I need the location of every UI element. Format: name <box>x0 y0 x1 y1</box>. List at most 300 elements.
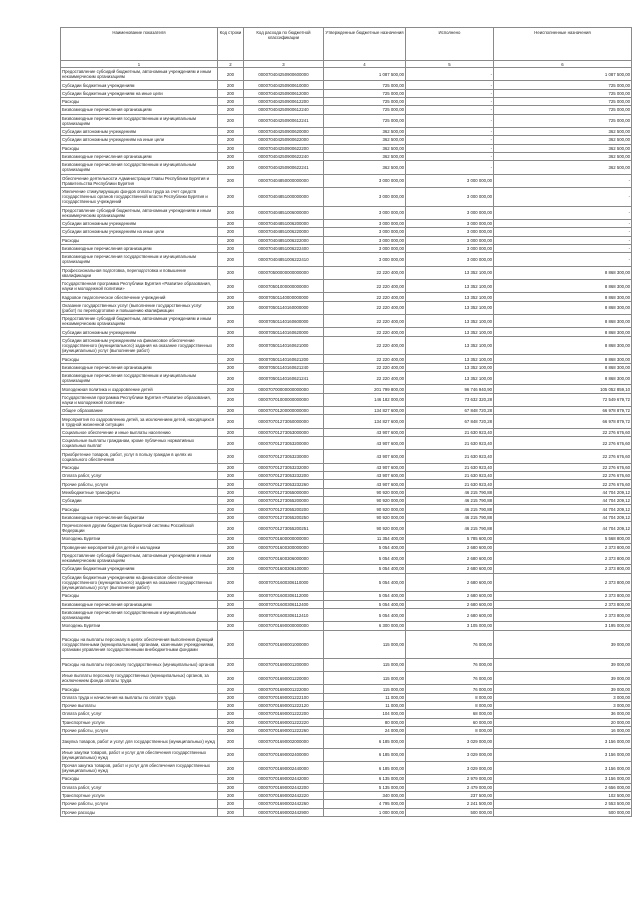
table-row <box>61 761 632 774</box>
cell-executed: - <box>406 81 494 89</box>
cell-line-code: 200 <box>218 808 244 816</box>
table-row <box>61 535 632 543</box>
table-row <box>61 630 632 658</box>
cell-budget-code: 000070701690001220000 <box>244 671 324 684</box>
cell-unexecuted: 39 000,00 <box>494 630 632 658</box>
cell-executed: 2 680 600,00 <box>406 608 494 621</box>
cell-line-code: 200 <box>218 480 244 488</box>
cell-executed: 2 680 600,00 <box>406 543 494 551</box>
table-row <box>61 800 632 808</box>
cell-name: Расходы на выплаты персоналу в целях обеспечения выполнения функций государственными (муниципальными) органами, казенными учреждениями, органами управления государственными внебюджетными фондами <box>61 630 218 658</box>
cell-unexecuted: 22 276 676,60 <box>494 472 632 480</box>
cell-executed: 2 680 600,00 <box>406 551 494 564</box>
cell-unexecuted: 725 000,00 <box>494 81 632 89</box>
cell-approved: 43 907 600,00 <box>324 437 406 450</box>
cell-line-code: 200 <box>218 800 244 808</box>
cell-budget-code: 000070501140160620000 <box>244 328 324 336</box>
cell-budget-code: 000070501140160621240 <box>244 363 324 371</box>
cell-line-code: 200 <box>218 472 244 480</box>
cell-budget-code: 000070701273050000000 <box>244 415 324 428</box>
cell-budget-code: 000070701690001222200 <box>244 710 324 718</box>
table-row <box>61 565 632 573</box>
cell-name: Предоставление субсидий бюджетным, автономным учреждениям и иным некоммерческим организациям <box>61 551 218 564</box>
cell-unexecuted: 22 276 676,60 <box>494 463 632 471</box>
cell-budget-code: 000070701600306110000 <box>244 573 324 592</box>
cell-line-code: 200 <box>218 710 244 718</box>
table-row <box>61 68 632 81</box>
cell-unexecuted: - <box>494 228 632 236</box>
cell-budget-code: 000070701273055000000 <box>244 488 324 496</box>
cell-line-code: 200 <box>218 428 244 436</box>
cell-budget-code: 000070404851006200000 <box>244 220 324 228</box>
cell-line-code: 200 <box>218 236 244 244</box>
cell-name: Безвозмездные перечисления организациям <box>61 152 218 160</box>
table-row <box>61 551 632 564</box>
cell-line-code: 200 <box>218 315 244 328</box>
cell-line-code: 200 <box>218 106 244 114</box>
cell-unexecuted: 3 156 000,00 <box>494 735 632 748</box>
cell-executed: 8 000,00 <box>406 693 494 701</box>
cell-name: Расходы <box>61 775 218 783</box>
cell-approved: 134 827 600,00 <box>324 407 406 415</box>
cell-line-code: 200 <box>218 355 244 363</box>
cell-unexecuted: 3 000,00 <box>494 701 632 709</box>
cell-budget-code: 000070701690002442220 <box>244 791 324 799</box>
table-row <box>61 415 632 428</box>
cell-approved: 22 220 400,00 <box>324 266 406 279</box>
cell-unexecuted: - <box>494 244 632 252</box>
cell-executed: - <box>406 114 494 127</box>
cell-name: Иные выплаты персоналу государственных (муниципальных) органов, за исключением фонда оплаты труда <box>61 671 218 684</box>
cell-approved: 3 000 000,00 <box>324 228 406 236</box>
cell-approved: 362 500,00 <box>324 136 406 144</box>
cell-name: Профессиональная подготовка, переподготовка и повышение квалификации <box>61 266 218 279</box>
cell-name: Оплата работ, услуг <box>61 783 218 791</box>
cell-unexecuted: - <box>494 253 632 266</box>
column-header-approved: Утвержденные бюджетные назначения <box>324 28 406 61</box>
cell-line-code: 200 <box>218 718 244 726</box>
cell-name: Мероприятия по оздоровлению детей, за исключением детей, находящихся в трудной жизненной ситуации <box>61 415 218 428</box>
cell-executed: - <box>406 68 494 81</box>
cell-unexecuted: 362 500,00 <box>494 152 632 160</box>
cell-budget-code: 000070404851006222400 <box>244 244 324 252</box>
cell-budget-code: 000070404250900612240 <box>244 106 324 114</box>
cell-executed: - <box>406 106 494 114</box>
cell-approved: 22 220 400,00 <box>324 301 406 314</box>
cell-approved: 22 220 400,00 <box>324 372 406 385</box>
cell-budget-code: 000070701273053232200 <box>244 472 324 480</box>
cell-budget-code: 000070701273055200250 <box>244 513 324 521</box>
cell-budget-code: 000070404851006222410 <box>244 253 324 266</box>
column-header-line-code: Код строки <box>218 28 244 61</box>
table-row <box>61 701 632 709</box>
cell-unexecuted: 3 156 000,00 <box>494 775 632 783</box>
table-row <box>61 428 632 436</box>
cell-budget-code: 000070701690001222120 <box>244 701 324 709</box>
cell-line-code: 200 <box>218 144 244 152</box>
cell-unexecuted: 725 000,00 <box>494 97 632 105</box>
cell-unexecuted: 8 868 300,00 <box>494 266 632 279</box>
cell-approved: 90 920 000,00 <box>324 497 406 505</box>
table-row <box>61 293 632 301</box>
cell-name: Безвозмездные перечисления государственным и муниципальным организациям <box>61 253 218 266</box>
cell-name: Предоставление субсидий бюджетным, автономным учреждениям и иным некоммерческим организациям <box>61 315 218 328</box>
cell-budget-code: 000070701273055200200 <box>244 505 324 513</box>
expenses-table <box>60 27 632 817</box>
cell-name: Безвозмездные перечисления государственным и муниципальным организациям <box>61 372 218 385</box>
cell-unexecuted: 362 500,00 <box>494 136 632 144</box>
table-row <box>61 783 632 791</box>
cell-approved: 22 220 400,00 <box>324 328 406 336</box>
cell-unexecuted: 66 978 879,72 <box>494 407 632 415</box>
cell-unexecuted: 8 868 300,00 <box>494 293 632 301</box>
cell-name: Прочие работы, услуги <box>61 726 218 734</box>
table-row <box>61 592 632 600</box>
cell-approved: 134 827 600,00 <box>324 415 406 428</box>
cell-budget-code: 000070404851006000000 <box>244 206 324 219</box>
cell-unexecuted: 16 000,00 <box>494 726 632 734</box>
table-row <box>61 236 632 244</box>
cell-budget-code: 000070404851006222000 <box>244 236 324 244</box>
cell-executed: 2 680 600,00 <box>406 592 494 600</box>
column-number: 3 <box>244 61 324 68</box>
cell-unexecuted: 3 195 000,00 <box>494 622 632 630</box>
cell-budget-code: 000070701690002442200 <box>244 783 324 791</box>
cell-budget-code: 000070701600306112400 <box>244 600 324 608</box>
column-header-unexecuted: Неисполненные назначения <box>494 28 632 61</box>
cell-budget-code: 000070501140160621200 <box>244 355 324 363</box>
cell-unexecuted: 2 373 800,00 <box>494 551 632 564</box>
cell-approved: 725 000,00 <box>324 89 406 97</box>
cell-line-code: 200 <box>218 187 244 206</box>
column-header-executed: Исполнено <box>406 28 494 61</box>
cell-line-code: 200 <box>218 622 244 630</box>
cell-approved: 3 000 000,00 <box>324 220 406 228</box>
cell-unexecuted: 8 868 300,00 <box>494 315 632 328</box>
cell-budget-code: 000070701600306112410 <box>244 608 324 621</box>
cell-unexecuted: - <box>494 174 632 187</box>
table-row <box>61 266 632 279</box>
cell-line-code: 200 <box>218 407 244 415</box>
column-header-budget-code: Код расхода по бюджетной классификации <box>244 28 324 61</box>
cell-unexecuted: 725 000,00 <box>494 114 632 127</box>
cell-name: Расходы <box>61 144 218 152</box>
cell-approved: 3 000 000,00 <box>324 253 406 266</box>
cell-executed: - <box>406 144 494 152</box>
cell-executed: 237 500,00 <box>406 791 494 799</box>
cell-approved: 5 054 400,00 <box>324 565 406 573</box>
cell-budget-code: 000070701690001222100 <box>244 693 324 701</box>
cell-executed: 8 000,00 <box>406 701 494 709</box>
cell-name: Транспортные услуги <box>61 718 218 726</box>
cell-name: Социальное обеспечение и иные выплаты населению <box>61 428 218 436</box>
table-row <box>61 106 632 114</box>
table-row <box>61 355 632 363</box>
cell-executed: 21 630 923,40 <box>406 428 494 436</box>
cell-unexecuted: 2 373 800,00 <box>494 600 632 608</box>
cell-executed: 8 000,00 <box>406 726 494 734</box>
cell-budget-code: 000070404250900622241 <box>244 161 324 174</box>
cell-executed: 3 000 000,00 <box>406 228 494 236</box>
table-row <box>61 301 632 314</box>
cell-budget-code: 000070701600306112000 <box>244 592 324 600</box>
cell-name: Транспортные услуги <box>61 791 218 799</box>
table-row <box>61 228 632 236</box>
cell-line-code: 200 <box>218 791 244 799</box>
cell-budget-code: 000070701690002442260 <box>244 800 324 808</box>
cell-approved: 43 907 600,00 <box>324 480 406 488</box>
cell-executed: 76 000,00 <box>406 671 494 684</box>
cell-budget-code: 000070501140160621241 <box>244 372 324 385</box>
cell-executed: 96 746 940,90 <box>406 385 494 393</box>
cell-executed: 67 848 720,28 <box>406 407 494 415</box>
cell-name: Субсидии автономным учреждениям <box>61 328 218 336</box>
cell-budget-code: 000070404250900612000 <box>244 89 324 97</box>
cell-approved: 6 135 000,00 <box>324 775 406 783</box>
cell-unexecuted: 36 000,00 <box>494 710 632 718</box>
cell-name: Субсидии бюджетным учреждениям на финансовое обеспечение государственного (муниципального) задания на оказание государственных (муниципальных) услуг (выполнение работ) <box>61 573 218 592</box>
cell-unexecuted: 725 000,00 <box>494 89 632 97</box>
cell-name: Оплата работ, услуг <box>61 472 218 480</box>
cell-budget-code: 000070701690000000000 <box>244 622 324 630</box>
cell-line-code: 200 <box>218 608 244 621</box>
cell-line-code: 200 <box>218 372 244 385</box>
cell-executed: 3 000 000,00 <box>406 206 494 219</box>
cell-name: Обеспечение деятельности Администрации Главы Республики Бурятия и Правительства Республики Бурятия <box>61 174 218 187</box>
cell-approved: 5 054 400,00 <box>324 592 406 600</box>
cell-executed: 3 000 000,00 <box>406 253 494 266</box>
cell-name: Прочие расходы <box>61 808 218 816</box>
cell-line-code: 200 <box>218 81 244 89</box>
cell-line-code: 200 <box>218 573 244 592</box>
cell-name: Субсидии автономным учреждениям <box>61 127 218 135</box>
table-row <box>61 685 632 693</box>
cell-executed: 46 215 790,88 <box>406 497 494 505</box>
cell-budget-code: 000070701690001222220 <box>244 718 324 726</box>
table-row <box>61 220 632 228</box>
cell-executed: 13 352 100,00 <box>406 279 494 292</box>
table-row <box>61 735 632 748</box>
cell-unexecuted: 39 000,00 <box>494 658 632 671</box>
cell-executed: 13 352 100,00 <box>406 372 494 385</box>
cell-executed: 3 029 000,00 <box>406 748 494 761</box>
table-row <box>61 97 632 105</box>
cell-line-code: 200 <box>218 565 244 573</box>
cell-executed: 68 000,00 <box>406 710 494 718</box>
cell-unexecuted: 105 052 859,10 <box>494 385 632 393</box>
cell-name: Государственная программа Республики Бурятия «Развитие образования, науки и молодежной политики» <box>61 393 218 406</box>
cell-name: Субсидии автономным учреждениям на иные цели <box>61 136 218 144</box>
cell-executed: 2 680 600,00 <box>406 565 494 573</box>
cell-line-code: 200 <box>218 535 244 543</box>
table-row <box>61 600 632 608</box>
cell-line-code: 200 <box>218 437 244 450</box>
cell-line-code: 200 <box>218 488 244 496</box>
cell-unexecuted: 8 868 300,00 <box>494 355 632 363</box>
cell-approved: 3 000 000,00 <box>324 236 406 244</box>
cell-approved: 362 500,00 <box>324 161 406 174</box>
cell-executed: 13 352 100,00 <box>406 355 494 363</box>
cell-line-code: 200 <box>218 671 244 684</box>
cell-budget-code: 000070404250900622240 <box>244 152 324 160</box>
cell-executed: 76 000,00 <box>406 658 494 671</box>
cell-budget-code: 000070701273055200251 <box>244 521 324 534</box>
table-row <box>61 472 632 480</box>
cell-budget-code: 000070404250900612241 <box>244 114 324 127</box>
cell-name: Оказание государственных услуг (выполнение государственных услуг (работ) по переподготовке и повышению квалификации <box>61 301 218 314</box>
cell-approved: 43 907 600,00 <box>324 428 406 436</box>
cell-name: Оплата работ, услуг <box>61 710 218 718</box>
cell-name: Расходы <box>61 463 218 471</box>
cell-name: Приобретение товаров, работ, услуг в пользу граждан в целях их социального обеспечения <box>61 450 218 463</box>
table-row <box>61 328 632 336</box>
table-row <box>61 718 632 726</box>
table-row <box>61 450 632 463</box>
cell-line-code: 200 <box>218 253 244 266</box>
cell-approved: 4 795 000,00 <box>324 800 406 808</box>
cell-line-code: 200 <box>218 497 244 505</box>
cell-line-code: 200 <box>218 693 244 701</box>
table-row <box>61 127 632 135</box>
cell-name: Общее образование <box>61 407 218 415</box>
cell-executed: 76 000,00 <box>406 685 494 693</box>
cell-budget-code: 000070501140160600000 <box>244 315 324 328</box>
cell-line-code: 200 <box>218 97 244 105</box>
table-row <box>61 161 632 174</box>
table-row <box>61 407 632 415</box>
cell-approved: 43 907 600,00 <box>324 463 406 471</box>
cell-executed: 13 352 100,00 <box>406 266 494 279</box>
cell-unexecuted: 3 156 000,00 <box>494 748 632 761</box>
cell-executed: 60 000,00 <box>406 718 494 726</box>
cell-executed: 3 000 000,00 <box>406 220 494 228</box>
cell-executed: 21 630 923,40 <box>406 437 494 450</box>
cell-unexecuted: 66 978 879,72 <box>494 415 632 428</box>
cell-budget-code: 000070404851000000000 <box>244 187 324 206</box>
cell-unexecuted: 3 156 000,00 <box>494 761 632 774</box>
cell-name: Перечисления другим бюджетам бюджетной системы Российской Федерации <box>61 521 218 534</box>
table-row <box>61 808 632 816</box>
cell-approved: 6 185 000,00 <box>324 735 406 748</box>
cell-line-code: 200 <box>218 279 244 292</box>
cell-executed: 3 029 000,00 <box>406 761 494 774</box>
cell-unexecuted: 72 549 679,72 <box>494 393 632 406</box>
table-row <box>61 144 632 152</box>
table-row <box>61 726 632 734</box>
cell-name: Иные закупки товаров, работ и услуг для обеспечения государственных (муниципальных) нужд <box>61 748 218 761</box>
cell-line-code: 200 <box>218 136 244 144</box>
column-header-name: Наименование показателя <box>61 28 218 61</box>
cell-name: Молодежная политика и оздоровление детей <box>61 385 218 393</box>
cell-unexecuted: 2 553 500,00 <box>494 800 632 808</box>
cell-executed: 46 215 790,88 <box>406 488 494 496</box>
cell-name: Безвозмездные перечисления бюджетам <box>61 513 218 521</box>
cell-unexecuted: 8 868 300,00 <box>494 301 632 314</box>
cell-name: Социальные выплаты гражданам, кроме публичных нормативных социальных выплат <box>61 437 218 450</box>
cell-executed: 2 479 000,00 <box>406 783 494 791</box>
table-row <box>61 437 632 450</box>
cell-approved: 22 220 400,00 <box>324 279 406 292</box>
cell-budget-code: 000070701273055200000 <box>244 497 324 505</box>
cell-line-code: 200 <box>218 748 244 761</box>
cell-name: Субсидии бюджетным учреждениям <box>61 81 218 89</box>
cell-name: Молодежь Бурятии <box>61 535 218 543</box>
cell-approved: 115 000,00 <box>324 685 406 693</box>
cell-unexecuted: 44 704 209,12 <box>494 513 632 521</box>
cell-budget-code: 000070501140160000000 <box>244 301 324 314</box>
cell-unexecuted: 22 276 676,60 <box>494 480 632 488</box>
cell-budget-code: 000070701690002442000 <box>244 775 324 783</box>
cell-budget-code: 000070701600306000000 <box>244 551 324 564</box>
cell-approved: 340 000,00 <box>324 791 406 799</box>
cell-line-code: 200 <box>218 513 244 521</box>
cell-unexecuted: 8 868 300,00 <box>494 279 632 292</box>
cell-name: Субсидии автономным учреждениям на иные цели <box>61 228 218 236</box>
cell-approved: 90 920 000,00 <box>324 521 406 534</box>
cell-name: Государственная программа Республики Бурятия «Развитие образования, науки и молодежной политики» <box>61 279 218 292</box>
cell-executed: 3 029 000,00 <box>406 735 494 748</box>
table-row <box>61 89 632 97</box>
cell-approved: 5 054 400,00 <box>324 573 406 592</box>
cell-unexecuted: 3 000,00 <box>494 693 632 701</box>
cell-name: Расходы <box>61 685 218 693</box>
cell-approved: 725 000,00 <box>324 114 406 127</box>
cell-line-code: 200 <box>218 152 244 160</box>
table-row <box>61 497 632 505</box>
cell-approved: 90 920 000,00 <box>324 513 406 521</box>
cell-unexecuted: 8 868 300,00 <box>494 372 632 385</box>
cell-budget-code: 000070701690001000000 <box>244 630 324 658</box>
table-row <box>61 114 632 127</box>
column-number: 4 <box>324 61 406 68</box>
cell-executed: - <box>406 127 494 135</box>
table-row <box>61 505 632 513</box>
table-row <box>61 488 632 496</box>
cell-executed: 67 848 720,28 <box>406 415 494 428</box>
cell-executed: - <box>406 152 494 160</box>
cell-name: Кадровое педагогическое обеспечение учреждений <box>61 293 218 301</box>
cell-budget-code: 000070701273053230000 <box>244 450 324 463</box>
cell-budget-code: 000070701273053000000 <box>244 428 324 436</box>
cell-name: Безвозмездные перечисления организациям <box>61 600 218 608</box>
cell-approved: 90 920 000,00 <box>324 488 406 496</box>
cell-line-code: 200 <box>218 89 244 97</box>
table-row <box>61 573 632 592</box>
cell-budget-code: 000070404250900600000 <box>244 68 324 81</box>
column-number: 5 <box>406 61 494 68</box>
cell-name: Увеличение стимулирующих фондов оплаты труда за счет средств государственных органов государственной власти Республики Бурятия и государственных учреждений <box>61 187 218 206</box>
cell-line-code: 200 <box>218 463 244 471</box>
cell-line-code: 200 <box>218 363 244 371</box>
cell-budget-code: 000070404250900622000 <box>244 136 324 144</box>
cell-unexecuted: 44 704 209,12 <box>494 521 632 534</box>
cell-executed: 13 352 100,00 <box>406 363 494 371</box>
cell-approved: 115 000,00 <box>324 658 406 671</box>
cell-line-code: 200 <box>218 701 244 709</box>
cell-approved: 1 087 500,00 <box>324 68 406 81</box>
cell-executed: 46 215 790,88 <box>406 521 494 534</box>
cell-unexecuted: 1 087 500,00 <box>494 68 632 81</box>
cell-executed: 5 785 600,00 <box>406 535 494 543</box>
cell-line-code: 200 <box>218 206 244 219</box>
cell-line-code: 200 <box>218 174 244 187</box>
table-row <box>61 206 632 219</box>
cell-line-code: 200 <box>218 385 244 393</box>
cell-line-code: 200 <box>218 301 244 314</box>
cell-name: Безвозмездные перечисления организациям <box>61 363 218 371</box>
cell-name: Межбюджетные трансферты <box>61 488 218 496</box>
cell-executed: 2 241 500,00 <box>406 800 494 808</box>
